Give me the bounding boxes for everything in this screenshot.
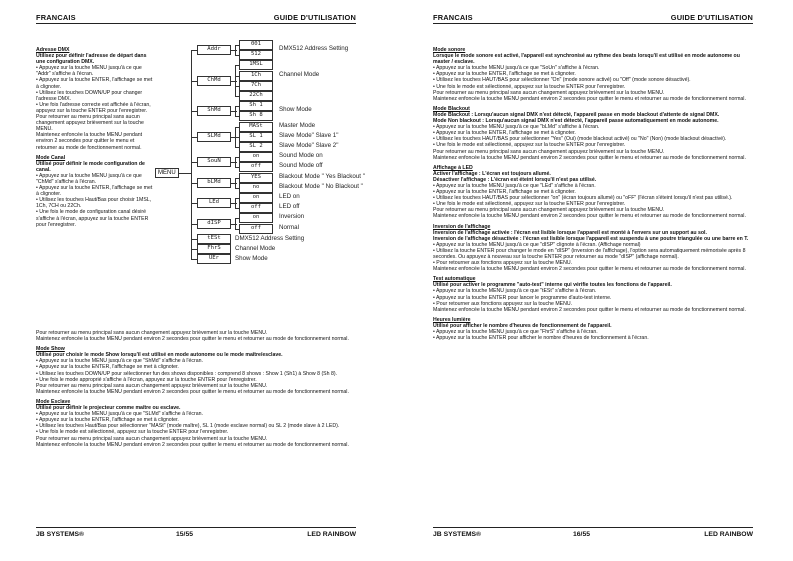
- connector: [235, 157, 239, 158]
- footer-brand: JB SYSTEMS®: [36, 531, 85, 538]
- paragraph: • Une fois le mode approprié s'affiche à l'écran, appuyez sur la touche ENTER pour l'enregistrer.: [36, 376, 257, 383]
- menu-sub-display: Sh 1: [239, 101, 273, 111]
- footer-model: LED RAINBOW: [307, 531, 356, 538]
- paragraph: • Une fois le mode est sélectionné, appuyez sur la touche ENTER pour l'enregistrer.: [433, 142, 626, 149]
- paragraph: • Appuyez sur la touche ENTER, l'affichage se met à clignoter.: [36, 185, 153, 198]
- paragraph: • Une fois le mode est sélectionné, appuyez sur la touche ENTER pour l'enregistrer.: [36, 429, 229, 436]
- section-heading: Affichage à LED: [433, 164, 473, 171]
- connector: [191, 203, 197, 204]
- diagram-label: Show Mode: [279, 106, 312, 114]
- diagram-label: DMX512 Address Setting: [279, 45, 349, 53]
- menu-code-display: dISP: [197, 219, 231, 229]
- paragraph: • Appuyez sur la touche ENTER, l'affichage se met à clignoter.: [36, 417, 179, 424]
- connector: [191, 183, 197, 184]
- paragraph: Utilisé pour activer le programme "auto-test" interne qui vérifie toutes les fonctions de l'appareil.: [433, 282, 672, 289]
- diagram-label: Blackout Mode " No Blackout ": [279, 182, 363, 190]
- connector: [191, 224, 197, 225]
- diagram-label: LED on: [279, 193, 300, 200]
- paragraph: • Une fois le mode est sélectionné, appuyez sur la touche ENTER pour l'enregistrer.: [433, 83, 626, 90]
- paragraph: • Utilisez les touches HAUT/BAS pour sélectionner "on" (écran toujours allumé) ou "oFF" (l'écran s'éteint lorsqu'il n'est pas utilisé.).: [433, 195, 733, 202]
- section-heading: Mode Show: [36, 346, 65, 353]
- connector: [235, 157, 236, 167]
- paragraph: • Appuyez sur la touche ENTER pour lancer le programme d'auto-test interne.: [433, 294, 612, 301]
- connector: [191, 81, 197, 82]
- paragraph: • Appuyez sur la touche MENU jusqu'à ce que "bLMd" s'affiche à l'écran.: [433, 124, 600, 131]
- connector: [235, 198, 239, 199]
- menu-key-box: MENU: [155, 168, 179, 178]
- paragraph: • Pour retourner aux fonctions appuyez sur la touche MENU.: [433, 260, 573, 267]
- connector: [191, 259, 197, 260]
- paragraph: Pour retourner au menu principal sans aucun changement appuyez brièvement sur la touche MENU.: [433, 148, 665, 155]
- paragraph: • Appuyez sur la touche MENU jusqu'à ce que "ShMd" s'affiche à l'écran.: [36, 358, 203, 365]
- connector: [235, 65, 239, 66]
- menu-code-display: UEr: [197, 254, 231, 264]
- menu-sub-display: on: [239, 193, 273, 203]
- connector: [235, 229, 239, 230]
- paragraph: • Appuyez sur la touche MENU jusqu'à ce que "ChMd" s'affiche à l'écran.: [36, 172, 142, 185]
- left-wide-column: [36, 330, 358, 448]
- paragraph: • Une fois l'adresse correcte est affichée à l'écran, appuyez sur la touche ENTER pour l'enregistrer.: [36, 101, 151, 114]
- paragraph: Désactiver l'affichage : L'écran est éteint lorsqu'il n'est pas utilisé.: [433, 176, 597, 183]
- diagram-label: Sound Mode off: [279, 162, 323, 170]
- connector: [235, 127, 239, 128]
- menu-sub-display: on: [239, 213, 273, 223]
- paragraph: • Appuyez sur la touche MENU jusqu'à ce que "dISP" clignote à l'écran. (Affichage normal): [433, 241, 641, 248]
- paragraph: Lorsque le mode sonore est activé, l'appareil est synchronisé au rythme des beats lorsqu'il est utilisé en mode autonome ou master / esclave.: [433, 53, 740, 66]
- header-rule: [433, 23, 753, 24]
- menu-sub-display: MASt: [239, 122, 273, 132]
- connector: [191, 137, 197, 138]
- paragraph: • Une fois le mode de configuration canal désiré s'affiche à l'écran, appuyez sur la touche ENTER pour l'enregistrer.: [36, 209, 149, 228]
- paragraph: Maintenez enfoncée la touche MENU pendant environ 2 secondes pour quitter le menu et retourner au mode de fonctionnement normal.: [433, 154, 746, 161]
- diagram-label: LED off: [279, 203, 300, 211]
- paragraph: Activer l'affichage : L'écran est toujours allumé.: [433, 170, 551, 177]
- paragraph: Pour retourner au menu principal sans aucun changement appuyez brièvement sur la touche MENU.: [433, 89, 665, 96]
- menu-sub-display: 512: [239, 50, 273, 60]
- connector: [191, 239, 197, 240]
- page-15: [0, 0, 396, 561]
- section-heading: Test automatique: [433, 276, 476, 283]
- diagram-label: Inversion: [279, 213, 305, 221]
- section-heading: Mode Canal: [36, 154, 66, 161]
- paragraph: • Utilisez les touches HAUT/BAS pour sélectionner "Yes" (Oui) (mode blackout activé) ou "No" (Non) (mode blackout désactivé).: [433, 136, 727, 143]
- paragraph: Maintenez enfoncée la touche MENU pendant environ 2 secondes pour quitter le menu et retourner au mode de fonctionnement normal.: [433, 266, 746, 273]
- paragraph: • Appuyez sur la touche MENU jusqu'à ce que "SoUn" s'affiche à l'écran.: [433, 65, 600, 72]
- header-title: GUIDE D'UTILISATION: [273, 13, 356, 22]
- paragraph: • Appuyez sur la touche ENTER, l'affichage se met à clignoter.: [433, 71, 576, 78]
- paragraph: Maintenez enfoncée la touche MENU pendant environ 2 secondes pour quitter le menu et retourner au mode de fonctionnement normal.: [433, 95, 746, 102]
- connector: [235, 218, 239, 219]
- diagram-label: DMX512 Address Setting: [235, 234, 305, 242]
- section-heading: Mode Esclave: [36, 398, 71, 405]
- connector: [235, 96, 239, 97]
- connector: [235, 218, 236, 228]
- connector: [235, 45, 239, 46]
- menu-sub-display: 22Ch: [239, 91, 273, 101]
- connector: [231, 111, 237, 112]
- right-body-column: [433, 43, 755, 341]
- connector: [235, 86, 239, 87]
- paragraph: Pour retourner au menu principal sans aucun changement appuyez brièvement sur la touche MENU.: [36, 114, 144, 133]
- header-language: FRANCAIS: [36, 13, 76, 22]
- menu-sub-display: off: [239, 162, 273, 172]
- connector: [231, 81, 237, 82]
- header-title: GUIDE D'UTILISATION: [670, 13, 753, 22]
- paragraph: Utilisé pour afficher le nombre d'heures de fonctionnement de l'appareil.: [433, 322, 612, 329]
- paragraph: Maintenez enfoncée la touche MENU pendant environ 2 secondes pour quitter le menu et retourner au mode de fonctionnement normal.: [433, 306, 746, 313]
- paragraph: • Pour retourner aux fonctions appuyez sur la touche MENU.: [433, 300, 573, 307]
- diagram-label: Sound Mode on: [279, 152, 323, 160]
- paragraph: Maintenez enfoncée la touche MENU pendant environ 2 secondes pour quitter le menu et retourner au mode de fonctionnement normal.: [36, 336, 349, 343]
- paragraph: Utilisez pour définir l'adresse de départ dans une configuration DMX.: [36, 53, 147, 66]
- connector: [191, 50, 197, 51]
- menu-code-display: Addr: [197, 45, 231, 55]
- menu-sub-display: 001: [239, 40, 273, 50]
- paragraph: • Utilisez la touche ENTER pour changer le mode en "dISP" (inversion de l'affichage), l'option sera automatiquement mémorisée après 8 secondes. Ou appuyez à nouveau sur la touche ENTER pour retourner au mode "dISP" (affichage normal).: [433, 247, 746, 260]
- connector: [235, 167, 239, 168]
- menu-sub-display: 7Ch: [239, 81, 273, 91]
- menu-sub-display: off: [239, 203, 273, 213]
- paragraph: • Appuyez sur la touche ENTER pour afficher le nombre d'heures de fonctionnement à l'écran.: [433, 335, 649, 342]
- connector: [235, 178, 239, 179]
- connector: [235, 147, 239, 148]
- paragraph: • Appuyez sur la touche ENTER, l'affichage se met à clignoter.: [36, 364, 179, 371]
- connector: [235, 178, 236, 188]
- paragraph: Utilisé pour choisir le mode Show lorsqu'il est utilisé en mode autonome ou le mode maître/esclave.: [36, 352, 283, 359]
- paragraph: Maintenez enfoncée la touche MENU pendant environ 2 secondes pour quitter le menu et retourner au mode de fonctionnement normal.: [433, 213, 746, 220]
- connector: [235, 137, 239, 138]
- connector: [231, 162, 237, 163]
- paragraph: Maintenez enfoncée la touche MENU pendant environ 2 secondes pour quitter le menu et retourner au mode de fonctionnement normal.: [36, 132, 143, 151]
- paragraph: • Utilisez les touches DOWN/UP pour changer l'adresse DMX.: [36, 89, 143, 102]
- menu-code-display: bLMd: [197, 178, 231, 188]
- footer-brand: JB SYSTEMS®: [433, 531, 482, 538]
- paragraph: • Appuyez sur la touche MENU jusqu'à ce que "Addr" s'affiche à l'écran.: [36, 65, 142, 78]
- section-heading: Adresse DMX: [36, 47, 70, 53]
- menu-sub-display: YES: [239, 173, 273, 183]
- menu-sub-display: 1MSL: [239, 60, 273, 70]
- section-heading: Mode sonore: [433, 47, 466, 53]
- paragraph: Maintenez enfoncée la touche MENU pendant environ 2 secondes pour quitter le menu et retourner au mode de fonctionnement normal.: [36, 388, 349, 395]
- connector: [235, 76, 239, 77]
- section-heading: Mode Blackout: [433, 105, 470, 112]
- connector: [235, 106, 236, 116]
- footer-page-number: 16/55: [573, 531, 591, 538]
- connector: [179, 173, 191, 174]
- paragraph: • Appuyez sur la touche MENU jusqu'à ce que "SLMd" s'affiche à l'écran.: [36, 411, 203, 418]
- diagram-label: Slave Mode" Slave 2": [279, 142, 339, 149]
- footer-rule: [36, 527, 356, 528]
- connector: [235, 116, 239, 117]
- connector: [235, 106, 239, 107]
- menu-sub-display: on: [239, 152, 273, 162]
- section-heading: Inversion de l'affichage: [433, 223, 491, 230]
- footer-model: LED RAINBOW: [704, 531, 753, 538]
- connector: [235, 55, 239, 56]
- page-16: [397, 0, 793, 561]
- connector: [235, 45, 236, 55]
- paragraph: • Une fois le mode est sélectionné, appuyez sur la touche ENTER pour l'enregistrer.: [433, 201, 626, 208]
- menu-code-display: ShMd: [197, 106, 231, 116]
- paragraph: Inversion de l'affichage activée : l'écran est lisible lorsque l'appareil est monté à l'envers sur un support au sol.: [433, 229, 707, 236]
- footer-rule: [433, 527, 753, 528]
- paragraph: • Utilisez les touches Haut/Bas pour choisir 1MSL, 1Ch, 7CH ou 22Ch.: [36, 197, 152, 210]
- diagram-label: Master Mode: [279, 121, 316, 129]
- menu-code-display: SouN: [197, 157, 231, 167]
- header-rule: [36, 23, 356, 24]
- section-heading: Heures lumière: [433, 316, 471, 323]
- diagram-label: Slave Mode" Slave 1": [279, 131, 339, 139]
- menu-code-display: SLMd: [197, 132, 231, 142]
- paragraph: • Utilisez les touches Haut/Bas pour sélectionner "MASt" (mode maître), SL 1 (mode esclave normal) ou SL 2 (mode slave à 2 LED).: [36, 423, 340, 430]
- paragraph: • Appuyez sur la touche ENTER, l'affichage se met à clignoter.: [433, 189, 576, 196]
- connector: [235, 208, 239, 209]
- connector: [191, 162, 197, 163]
- connector: [235, 188, 239, 189]
- diagram-label: Show Mode: [235, 255, 268, 263]
- paragraph: • Utilisez les touches HAUT/BAS pour sélectionner "On" (mode sonore activé) ou "Off" (mode sonore désactivé).: [433, 77, 691, 84]
- menu-code-display: FhrS: [197, 244, 231, 254]
- left-narrow-column: [36, 43, 154, 228]
- menu-code-display: tESt: [197, 234, 231, 244]
- diagram-label: Channel Mode: [235, 245, 276, 252]
- paragraph: Utilisé pour définir le mode configuration de canal.: [36, 160, 145, 173]
- paragraph: • Appuyez sur la touche ENTER, l'affichage se met à clignoter.: [36, 77, 153, 90]
- paragraph: Maintenez enfoncée la touche MENU pendant environ 2 secondes pour quitter le menu et retourner au mode de fonctionnement normal.: [36, 441, 349, 448]
- diagram-label: Channel Mode: [279, 70, 320, 78]
- paragraph: Pour retourner au menu principal sans aucun changement appuyez brièvement sur la touche MENU.: [36, 382, 268, 389]
- paragraph: Pour retourner au menu principal sans aucun changement appuyez brièvement sur la touche MENU.: [36, 435, 268, 442]
- menu-sub-display: 1Ch: [239, 71, 273, 81]
- diagram-label: Normal: [279, 223, 299, 231]
- paragraph: Mode Blackout : Lorsqu'aucun signal DMX n'est détecté, l'appareil passe en mode blackout d'attente de signal DMX.: [433, 111, 720, 118]
- diagram-label: Blackout Mode " Yes Blackout ": [279, 172, 365, 180]
- menu-sub-display: SL 1: [239, 132, 273, 142]
- menu-sub-display: no: [239, 183, 273, 193]
- menu-sub-display: Sh 8: [239, 111, 273, 121]
- connector: [231, 183, 237, 184]
- footer-page-number: 15/55: [176, 531, 194, 538]
- menu-sub-display: off: [239, 224, 273, 234]
- paragraph: Utilisé pour définir le projecteur comme maître ou esclave.: [36, 405, 181, 412]
- paragraph: Pour retourner au menu principal sans aucun changement appuyez brièvement sur la touche MENU.: [433, 207, 665, 214]
- paragraph: • Utilisez les touches DOWN/UP pour sélectionner fun des shows disponibles : comprend 8 shows : Show 1 (Sh1) à Show 8 (Sh 8).: [36, 370, 338, 377]
- connector: [191, 249, 197, 250]
- connector: [231, 50, 237, 51]
- paragraph: Inversion de l'affichage désactivée : l'écran est lisible lorsque l'appareil est suspendu à une poutre triangulée ou une barre en T.: [433, 235, 749, 242]
- connector: [191, 111, 197, 112]
- menu-code-display: LEd: [197, 198, 231, 208]
- paragraph: • Appuyez sur la touche ENTER, l'affichage se met à clignoter.: [433, 130, 576, 137]
- menu-diagram: [155, 40, 365, 292]
- paragraph: • Appuyez sur la touche MENU jusqu'à ce que "tESt" s'affiche à l'écran.: [433, 288, 597, 295]
- paragraph: • Appuyez sur la touche MENU jusqu'à ce que "FhrS" s'affiche à l'écran.: [433, 329, 598, 336]
- connector: [231, 224, 237, 225]
- connector: [231, 203, 237, 204]
- connector: [235, 65, 236, 96]
- menu-code-display: ChMd: [197, 76, 231, 86]
- paragraph: • Appuyez sur la touche MENU jusqu'à ce que "LEd" s'affiche à l'écran.: [433, 182, 596, 189]
- connector: [235, 198, 236, 208]
- header-language: FRANCAIS: [433, 13, 473, 22]
- menu-sub-display: SL 2: [239, 142, 273, 152]
- paragraph: Mode Non blackout : Lorsqu'aucun signal DMX n'est détecté, l'appareil passe automatiquement en mode autonome.: [433, 118, 719, 125]
- paragraph: Pour retourner au menu principal sans aucun changement appuyez brièvement sur la touche MENU.: [36, 330, 268, 336]
